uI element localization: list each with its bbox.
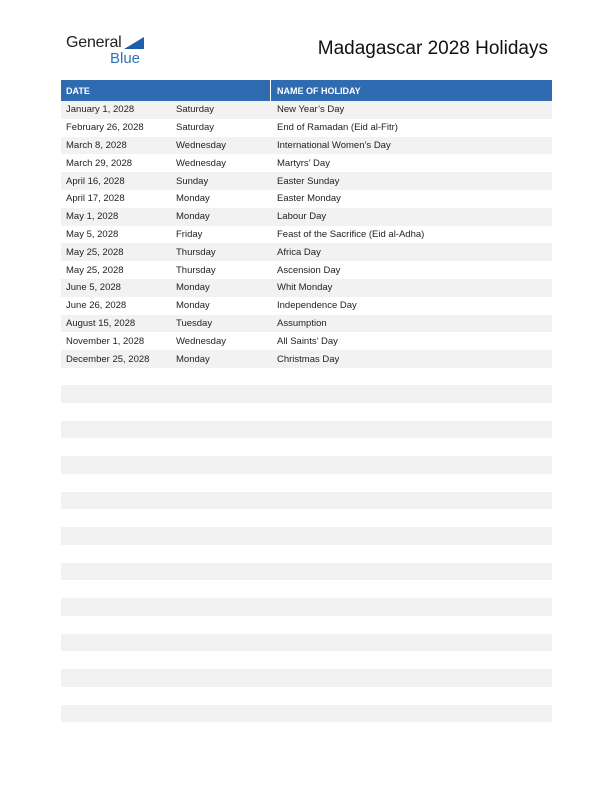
generalblue-logo [66,34,156,68]
empty-row [61,669,552,687]
table-row [61,101,552,119]
cell-day: Wednesday [176,139,226,151]
cell-day: Monday [176,282,210,294]
cell-date: May 25, 2028 [66,246,124,258]
empty-row [61,705,552,723]
cell-date: June 26, 2028 [66,300,127,312]
empty-row [61,527,552,545]
cell-day: Thursday [176,246,216,258]
cell-holiday-name: Christmas Day [277,353,340,365]
cell-day: Thursday [176,264,216,276]
cell-day: Sunday [176,175,209,187]
logo-blue-text: Blue [110,50,141,67]
cell-day: Wednesday [176,335,226,347]
cell-date: May 5, 2028 [66,228,119,240]
cell-date: April 17, 2028 [66,193,125,205]
cell-day: Saturday [176,104,215,116]
cell-holiday-name: Feast of the Sacrifice (Eid al-Adha) [277,228,425,240]
empty-row [61,598,552,616]
table-row [61,332,552,350]
cell-holiday-name: Assumption [277,317,327,329]
cell-day: Saturday [176,122,215,134]
cell-date: February 26, 2028 [66,122,144,134]
cell-date: May 25, 2028 [66,264,124,276]
holiday-table [61,80,552,368]
cell-day: Monday [176,211,210,223]
table-row [61,315,552,333]
logo-general-text: General [66,34,122,51]
empty-row [61,421,552,439]
cell-holiday-name: Ascension Day [277,264,341,276]
cell-holiday-name: Easter Monday [277,193,341,205]
table-row [61,208,552,226]
cell-date: March 8, 2028 [66,139,127,151]
cell-holiday-name: All Saints’ Day [277,335,338,347]
cell-holiday-name: Labour Day [277,211,327,223]
cell-holiday-name: End of Ramadan (Eid al-Fitr) [277,122,398,134]
empty-row [61,385,552,403]
table-row [61,297,552,315]
cell-date: August 15, 2028 [66,317,136,329]
empty-row [61,634,552,652]
cell-date: December 25, 2028 [66,353,150,365]
table-row [61,350,552,368]
table-body [61,101,552,368]
cell-date: May 1, 2028 [66,211,119,223]
table-row [61,172,552,190]
cell-day: Wednesday [176,157,226,169]
logo-triangle-icon [124,37,144,49]
cell-day: Monday [176,353,210,365]
cell-date: January 1, 2028 [66,104,135,116]
table-row [61,226,552,244]
cell-holiday-name: Africa Day [277,246,321,258]
table-row [61,243,552,261]
table-header [61,80,552,101]
cell-date: April 16, 2028 [66,175,125,187]
empty-row [61,456,552,474]
table-row [61,261,552,279]
table-row [61,119,552,137]
table-row [61,279,552,297]
cell-holiday-name: Easter Sunday [277,175,340,187]
table-row [61,137,552,155]
cell-holiday-name: Martyrs’ Day [277,157,330,169]
cell-holiday-name: Whit Monday [277,282,333,294]
cell-day: Monday [176,193,210,205]
cell-day: Tuesday [176,317,213,329]
header-holiday-name: NAME OF HOLIDAY [277,85,361,96]
cell-date: November 1, 2028 [66,335,145,347]
page-title: Madagascar 2028 Holidays [317,38,548,59]
empty-row [61,563,552,581]
empty-row [61,492,552,510]
cell-date: June 5, 2028 [66,282,121,294]
cell-date: March 29, 2028 [66,157,133,169]
cell-holiday-name: New Year’s Day [277,104,345,116]
cell-day: Monday [176,300,210,312]
cell-holiday-name: International Women’s Day [277,139,391,151]
header-date: DATE [61,80,271,101]
table-row [61,154,552,172]
cell-day: Friday [176,228,203,240]
cell-holiday-name: Independence Day [277,300,357,312]
table-row [61,190,552,208]
